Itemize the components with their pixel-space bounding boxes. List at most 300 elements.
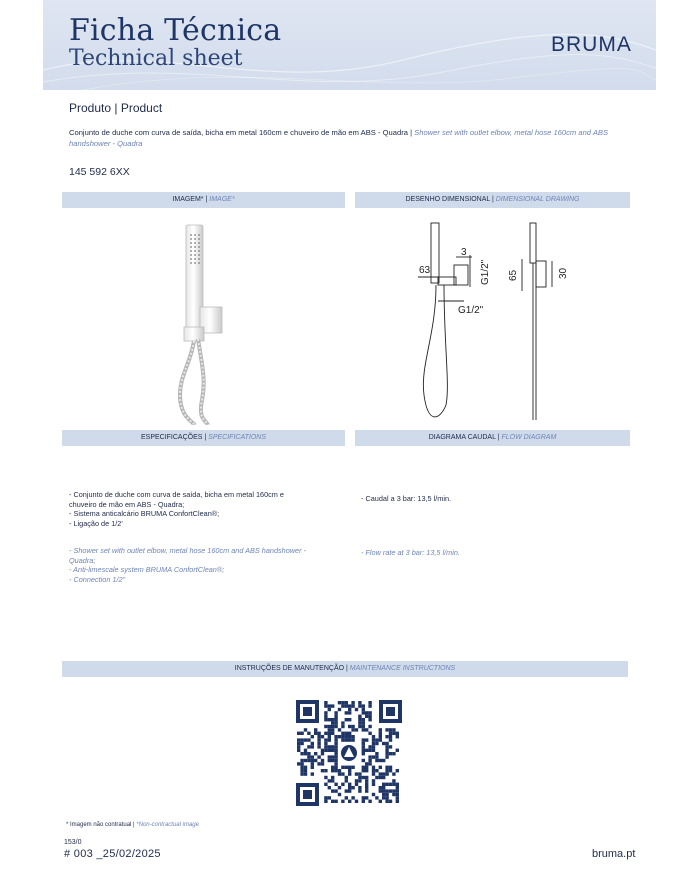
dim-63-label: 63 (419, 265, 431, 276)
qr-module (365, 766, 368, 769)
qr-module (379, 800, 382, 803)
qr-module (324, 715, 327, 718)
qr-module (345, 738, 348, 741)
qr-module (321, 735, 324, 738)
qr-module (348, 704, 351, 707)
qr-module (362, 745, 365, 748)
flow-bar-en: FLOW DIAGRAM (501, 434, 557, 441)
qr-module (365, 786, 368, 789)
qr-module (372, 742, 375, 745)
qr-module (300, 752, 303, 755)
qr-module (317, 732, 320, 735)
qr-module (307, 745, 310, 748)
qr-module (311, 759, 314, 762)
qr-module (300, 732, 303, 735)
qr-module (334, 711, 337, 714)
qr-module (324, 745, 327, 748)
qr-module (358, 718, 361, 721)
qr-module (385, 745, 388, 748)
qr-module (334, 715, 337, 718)
brand-logo-text: BRUMA (551, 33, 632, 56)
qr-module (345, 779, 348, 782)
qr-module (365, 783, 368, 786)
product-description-separator: | (407, 128, 415, 137)
qr-module (317, 735, 320, 738)
qr-module (300, 769, 303, 772)
qr-module (304, 752, 307, 755)
qr-module (358, 721, 361, 724)
qr-module (307, 755, 310, 758)
qr-module (351, 786, 354, 789)
qr-module (328, 704, 331, 707)
qr-module (379, 786, 382, 789)
qr-module (307, 738, 310, 741)
qr-module (338, 708, 341, 711)
qr-module (362, 725, 365, 728)
qr-module (389, 783, 392, 786)
qr-module (396, 769, 399, 772)
qr-module (368, 732, 371, 735)
qr-module (385, 789, 388, 792)
qr-module (324, 783, 327, 786)
qr-module (334, 789, 337, 792)
qr-module (362, 738, 365, 741)
qr-module (334, 783, 337, 786)
qr-module (304, 728, 307, 731)
qr-module (331, 745, 334, 748)
qr-module (372, 745, 375, 748)
footer-note (66, 822, 199, 828)
qr-module (334, 800, 337, 803)
qr-module (328, 738, 331, 741)
qr-module (324, 701, 327, 704)
qr-module (358, 786, 361, 789)
qr-module (362, 766, 365, 769)
qr-module (297, 738, 300, 741)
qr-module (362, 708, 365, 711)
qr-module (385, 749, 388, 752)
qr-module (382, 783, 385, 786)
qr-module (314, 732, 317, 735)
qr-module (317, 738, 320, 741)
qr-module (321, 749, 324, 752)
qr-module (379, 728, 382, 731)
footer-note-en: *Non-contractual image (136, 822, 199, 828)
qr-module (358, 779, 361, 782)
qr-module (345, 766, 348, 769)
qr-module (382, 793, 385, 796)
qr-module (358, 725, 361, 728)
image-bar-en: IMAGE* (209, 196, 235, 203)
qr-module (375, 776, 378, 779)
qr-module (331, 728, 334, 731)
qr-module (368, 718, 371, 721)
qr-module (351, 725, 354, 728)
qr-module (385, 735, 388, 738)
maintenance-section-bar (62, 661, 628, 677)
qr-module (300, 762, 303, 765)
maint-bar-sep: | (344, 665, 350, 672)
qr-module (379, 789, 382, 792)
qr-module (365, 789, 368, 792)
qr-module (396, 732, 399, 735)
qr-module (324, 718, 327, 721)
qr-module (379, 776, 382, 779)
qr-module (355, 708, 358, 711)
qr-module (348, 789, 351, 792)
qr-module (379, 759, 382, 762)
qr-module (365, 715, 368, 718)
qr-module (385, 796, 388, 799)
flow-rate-en: - Flow rate at 3 bar: 13,5 l/min. (361, 548, 460, 557)
qr-module (334, 725, 337, 728)
qr-module (365, 711, 368, 714)
qr-module (375, 755, 378, 758)
qr-module (300, 772, 303, 775)
qr-module (328, 759, 331, 762)
qr-module (345, 718, 348, 721)
qr-module (331, 776, 334, 779)
qr-module (328, 786, 331, 789)
qr-module (379, 735, 382, 738)
image-section-bar (62, 192, 345, 208)
qr-module (372, 793, 375, 796)
qr-module (348, 783, 351, 786)
qr-module (345, 796, 348, 799)
qr-module (362, 759, 365, 762)
qr-module (328, 745, 331, 748)
qr-module (392, 732, 395, 735)
qr-module (328, 728, 331, 731)
maint-bar-en: MAINTENANCE INSTRUCTIONS (349, 665, 456, 672)
specs-list-pt (69, 490, 339, 528)
qr-module (382, 786, 385, 789)
qr-module (351, 766, 354, 769)
qr-module (321, 762, 324, 765)
qr-module (331, 749, 334, 752)
dimensional-drawing (400, 215, 590, 425)
product-title-separator: | (111, 101, 121, 115)
qr-module (358, 701, 361, 704)
qr-module (324, 732, 327, 735)
qr-module (297, 732, 300, 735)
qr-module (362, 769, 365, 772)
qr-module (345, 776, 348, 779)
qr-module (365, 769, 368, 772)
qr-module (348, 735, 351, 738)
qr-module (382, 796, 385, 799)
spec-line-pt: - Conjunto de duche com curva de saída, bicha em metal 160cm e (69, 490, 284, 499)
qr-module (297, 749, 300, 752)
qr-module (396, 749, 399, 752)
specs-bar-pt: ESPECIFICAÇÕES (140, 434, 203, 441)
qr-module (307, 732, 310, 735)
qr-module (368, 701, 371, 704)
drawing-bar-sep: | (490, 196, 496, 203)
qr-module (331, 704, 334, 707)
qr-module (334, 749, 337, 752)
qr-module (311, 755, 314, 758)
footer-website[interactable]: bruma.pt (592, 848, 636, 860)
qr-module (297, 745, 300, 748)
qr-module (355, 772, 358, 775)
footer-document-id: # 003 _25/02/2025 (64, 848, 161, 860)
footer-note-sep: | (131, 822, 137, 828)
qr-module (365, 796, 368, 799)
qr-module (385, 793, 388, 796)
qr-module (389, 745, 392, 748)
qr-module (379, 732, 382, 735)
qr-module (385, 800, 388, 803)
qr-module (348, 800, 351, 803)
qr-module (372, 772, 375, 775)
qr-module (385, 766, 388, 769)
qr-module (314, 759, 317, 762)
qr-module (348, 718, 351, 721)
specs-list-en (69, 546, 339, 584)
spec-line-en: - Connection 1/2" (69, 574, 126, 584)
qr-module (365, 728, 368, 731)
qr-module (351, 701, 354, 704)
qr-module (341, 766, 344, 769)
qr-module (317, 762, 320, 765)
qr-module (338, 786, 341, 789)
qr-module (334, 742, 337, 745)
qr-module (389, 766, 392, 769)
product-title-en: Product (120, 101, 163, 115)
qr-module (358, 789, 361, 792)
qr-module (297, 742, 300, 745)
qr-module (396, 793, 399, 796)
qr-module (385, 755, 388, 758)
spec-line-en: - Shower set with outlet elbow, metal hose 160cm and ABS handshower - (69, 546, 307, 555)
qr-module (348, 769, 351, 772)
qr-module (365, 749, 368, 752)
title-english: Technical sheet (69, 46, 243, 71)
qr-module (379, 772, 382, 775)
qr-module (389, 769, 392, 772)
qr-module (379, 766, 382, 769)
qr-module (392, 783, 395, 786)
flow-section-bar (355, 430, 630, 446)
qr-module (328, 755, 331, 758)
qr-module (328, 796, 331, 799)
qr-module (345, 789, 348, 792)
spec-line-en: - Anti-limescale system BRUMA ConfortClean®; (69, 565, 225, 575)
footer-note-pt: * Imagem não contratual (66, 822, 132, 828)
qr-module (385, 742, 388, 745)
qr-module (362, 704, 365, 707)
qr-module (362, 718, 365, 721)
qr-module (362, 742, 365, 745)
qr-module (392, 752, 395, 755)
qr-module (300, 766, 303, 769)
dim-30-label: 30 (558, 267, 569, 279)
qr-module (300, 742, 303, 745)
qr-module (382, 789, 385, 792)
qr-module (311, 772, 314, 775)
qr-module (304, 738, 307, 741)
qr-module (372, 766, 375, 769)
qr-module (324, 796, 327, 799)
qr-module (368, 759, 371, 762)
dim-g12-horizontal-label: G1/2" (458, 305, 484, 316)
qr-module (348, 732, 351, 735)
qr-module (311, 735, 314, 738)
qr-module (331, 755, 334, 758)
qr-module (304, 766, 307, 769)
qr-module (396, 786, 399, 789)
qr-module (345, 704, 348, 707)
qr-module (300, 738, 303, 741)
qr-module (389, 732, 392, 735)
qr-module (372, 755, 375, 758)
qr-module (372, 738, 375, 741)
qr-module (324, 738, 327, 741)
qr-module (355, 783, 358, 786)
qr-module (331, 718, 334, 721)
qr-module (334, 735, 337, 738)
qr-module (368, 711, 371, 714)
qr-module (314, 752, 317, 755)
qr-module (368, 749, 371, 752)
qr-module (341, 800, 344, 803)
qr-module (307, 752, 310, 755)
qr-module (307, 759, 310, 762)
qr-module (311, 745, 314, 748)
product-code: 145 592 6XX (69, 166, 130, 178)
product-title-pt: Produto (69, 101, 112, 115)
spec-line-pt: - Sistema anticalcário BRUMA ConfortClean®; (69, 509, 220, 519)
qr-module (334, 755, 337, 758)
qr-module (334, 766, 337, 769)
qr-module (341, 772, 344, 775)
qr-module (321, 759, 324, 762)
specs-bar-sep: | (202, 434, 209, 441)
qr-module (358, 776, 361, 779)
spec-line-en: Quadra; (69, 555, 96, 565)
qr-module (368, 800, 371, 803)
qr-module (348, 766, 351, 769)
qr-module (338, 772, 341, 775)
dim-g12-vertical-label: G1/2" (480, 259, 491, 285)
qr-module (334, 752, 337, 755)
qr-module (351, 728, 354, 731)
qr-module (351, 796, 354, 799)
qr-module (396, 800, 399, 803)
qr-module (331, 800, 334, 803)
qr-module (334, 769, 337, 772)
spec-line-pt: - Ligação de 1/2' (69, 518, 123, 528)
qr-module (331, 789, 334, 792)
qr-module (385, 769, 388, 772)
qr-module (351, 735, 354, 738)
dim-3-label: 3 (461, 247, 467, 258)
image-bar-pt: IMAGEM* (172, 196, 204, 203)
qr-module (348, 772, 351, 775)
qr-module (311, 762, 314, 765)
qr-module (311, 742, 314, 745)
qr-module (328, 718, 331, 721)
qr-module (358, 715, 361, 718)
qr-module (368, 715, 371, 718)
drawing-bar-en: DIMENSIONAL DRAWING (495, 196, 580, 203)
qr-module (324, 800, 327, 803)
qr-module (324, 704, 327, 707)
product-description (69, 127, 629, 149)
qr-module (362, 749, 365, 752)
qr-module (355, 800, 358, 803)
qr-module (365, 738, 368, 741)
qr-module (324, 749, 327, 752)
qr-module (351, 738, 354, 741)
qr-module (304, 772, 307, 775)
qr-module (362, 796, 365, 799)
qr-module (385, 772, 388, 775)
qr-module (396, 783, 399, 786)
qr-module (389, 789, 392, 792)
qr-module (334, 745, 337, 748)
qr-module (348, 708, 351, 711)
qr-module (348, 711, 351, 714)
qr-module (324, 711, 327, 714)
qr-module (304, 759, 307, 762)
qr-module (392, 789, 395, 792)
qr-module (365, 776, 368, 779)
qr-module (355, 779, 358, 782)
qr-module (334, 738, 337, 741)
qr-module (375, 752, 378, 755)
qr-module (331, 779, 334, 782)
qr-module (392, 779, 395, 782)
qr-module (368, 704, 371, 707)
qr-module (362, 776, 365, 779)
qr-module (304, 769, 307, 772)
qr-module (389, 752, 392, 755)
qr-module (368, 745, 371, 748)
dim-65-label: 65 (508, 269, 519, 281)
qr-module (389, 735, 392, 738)
qr-module (321, 769, 324, 772)
qr-module (382, 759, 385, 762)
qr-module (338, 793, 341, 796)
title-portuguese: Ficha Técnica (69, 13, 282, 48)
qr-module (317, 755, 320, 758)
qr-module (324, 725, 327, 728)
qr-module (382, 776, 385, 779)
qr-module (392, 793, 395, 796)
qr-module (345, 701, 348, 704)
qr-module (341, 701, 344, 704)
qr-module (396, 789, 399, 792)
qr-module (362, 752, 365, 755)
qr-module (385, 783, 388, 786)
qr-module (341, 783, 344, 786)
qr-module (300, 759, 303, 762)
maintenance-qr-code[interactable] (295, 699, 403, 807)
qr-module (338, 701, 341, 704)
qr-module (375, 796, 378, 799)
qr-module (375, 769, 378, 772)
flow-rate-pt: - Caudal a 3 bar: 13,5 l/min. (361, 494, 452, 503)
qr-module (372, 783, 375, 786)
qr-module (358, 704, 361, 707)
qr-module (389, 800, 392, 803)
qr-module (341, 721, 344, 724)
qr-module (321, 752, 324, 755)
qr-module (348, 725, 351, 728)
qr-module (368, 755, 371, 758)
